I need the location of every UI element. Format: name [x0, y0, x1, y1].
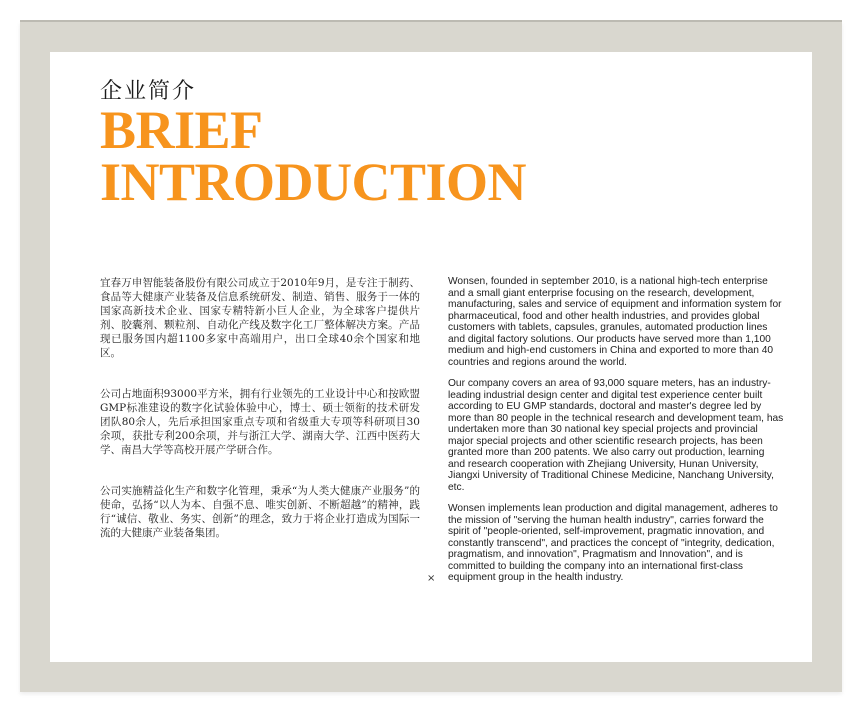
- english-paragraph-3: Wonsen implements lean production and digital management, adheres to the mission of "serving the human health industry", carries forward the spirit of "people-oriented, self-improvement, pragmatic innovation, and constantly transcend", and practices the concept of "integrity, dedication, pragmatism, and innovation", Pragmatism and Innovation", and is committed to building the company into an international first-class equipment group in the health industry.: [448, 503, 778, 583]
- english-title-line-2: INTRODUCTION: [100, 152, 527, 212]
- page-frame: [20, 22, 842, 692]
- english-title: [100, 100, 527, 212]
- english-title-line-1: BRIEF: [100, 100, 263, 160]
- english-paragraph-2: Our company covers an area of 93,000 square meters, has an industry-leading industrial design center and digital test experience center built according to EU GMP standards, doctoral and master's degree led by more than 80 people in the technical research and development team, has undertaken more than 30 national key special projects and provincial major special projects and other scientific research projects, has been granted more than 200 patents. We also carry out production, learning and research cooperation with Zhejiang University, Hunan University, Jiangxi University of Traditional Chinese Medicine, Nanchang University, etc.: [448, 378, 784, 493]
- chinese-text-column: [100, 276, 420, 567]
- chinese-title: 企业简介: [100, 79, 197, 104]
- document-page: [50, 52, 812, 662]
- chinese-paragraph-2: 公司占地面积93000平方米，拥有行业领先的工业设计中心和按欧盟GMP标准建设的数字化试验体验中心，博士、硕士领衔的技术研发团队80余人，先后承担国家重点专项和省级重大专项等科研项目30余项，获批专利200余项，并与浙江大学、湖南大学、江西中医药大学、南昌大学等高校开展产学研合作。: [100, 388, 420, 456]
- english-paragraph-1: Wonsen, founded in september 2010, is a national high-tech enterprise and a small giant enterprise focusing on the research, development, manufacturing, sales and service of equipment and information system for pharmaceutical, food and other health industries, and provides global customers with tablets, capsules, granules, automated production lines and digital factory solutions. Our products have served more than 1,100 medium and high-end customers in China and exported to more than 40 countries and regions around the world.: [448, 276, 782, 368]
- english-text-column: [448, 276, 784, 594]
- chinese-paragraph-3: 公司实施精益化生产和数字化管理，秉承“为人类大健康产业服务”的使命，弘扬“以人为本、自强不息、唯实创新、不断超越”的精神，践行“诚信、敬业、务实、创新”的理念，致力于将企业打造成为国际一流的大健康产业装备集团。: [100, 485, 420, 539]
- chinese-paragraph-1: 宜春万申智能装备股份有限公司成立于2010年9月，是专注于制药、食品等大健康产业装备及信息系统研发、制造、销售、服务于一体的国家高新技术企业、国家专精特新小巨人企业，为全球客户提供片剂、胶囊剂、颗粒剂、自动化产线及数字化工厂整体解决方案。产品现已服务国内超1100多家中高端用户，出口全球40余个国家和地区。: [100, 277, 420, 359]
- cross-marker: ×: [427, 573, 436, 584]
